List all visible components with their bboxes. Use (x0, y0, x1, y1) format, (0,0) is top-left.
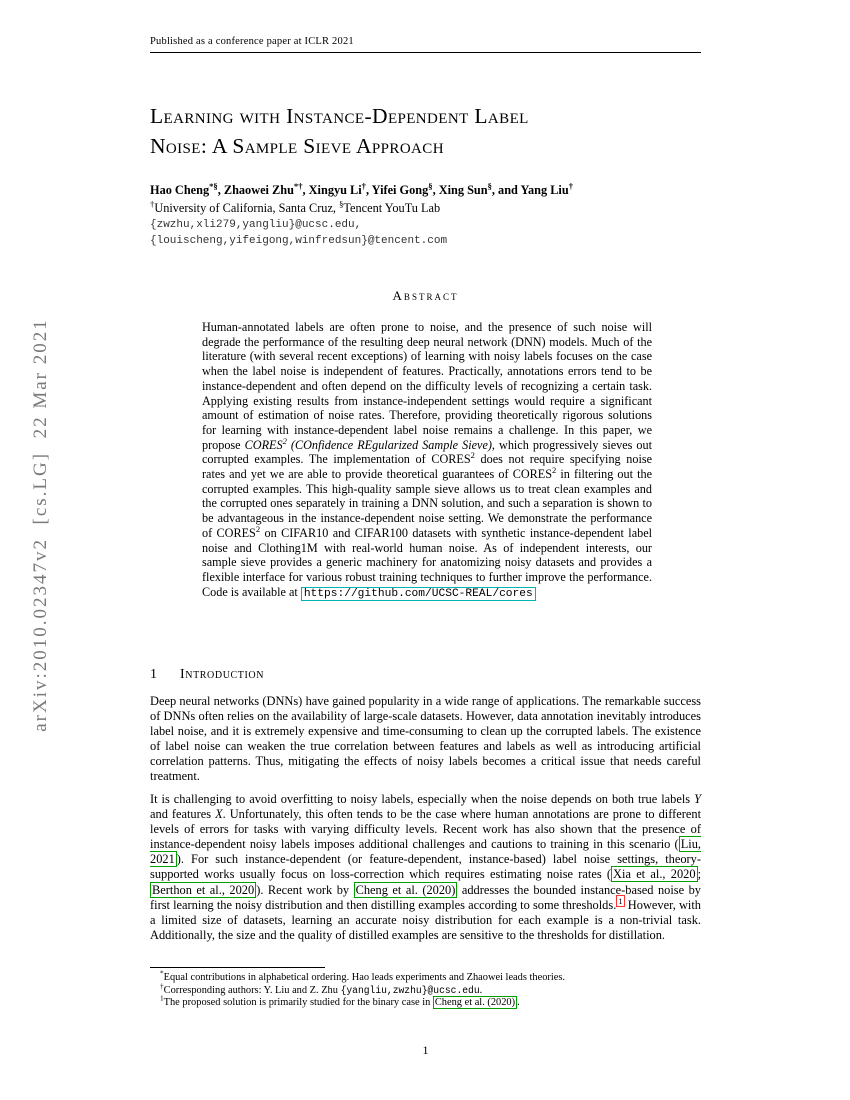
footnote-1: $^1$The proposed solution is primarily studied for the binary case in Cheng et al. (2020) . (160, 994, 520, 1009)
paper-title (150, 101, 710, 161)
abstract-text: Human-annotated labels are often prone to noise, and the presence of such noise will degrade the performance of the resulting deep neural network (DNN) models. Much of the literature (with several recent exceptions) of learning with noisy labels focuses on the case when the label noise is independent of features. Practically, annotations errors tend to be instance-dependent and often depend on the difficulty levels of recognizing a certain task. Applying existing results from instance-independent settings would require a significant amount of estimation of noise rates. Therefore, providing theoretically rigorous solutions for learning with instance-dependent label noise remains a challenge. In this paper, we propose CORES$^2$ (COnfidence REgularized Sample Sieve), which progressively sieves out corrupted examples. The implementation of CORES$^2$ does not require specifying noise rates and yet we are able to provide theoretical guarantees of CORES$^2$ in filtering out the corrupted examples. This high-quality sample sieve allows us to treat clean examples and the corrupted ones separately in training a DNN solution, and such a separation is shown to be advantageous in the instance-dependent noise setting. We demonstrate the performance of CORES$^2$ on CIFAR10 and CIFAR100 datasets with synthetic instance-dependent label noise and Clothing1M with real-world human noise. As of independent interests, our sample sieve provides a generic machinery for anatomizing noisy datasets and provides a flexible interface for various robust training techniques to further improve the performance. Code is available at https://github.com/UCSC-REAL/cores (202, 320, 653, 600)
citation-link[interactable]: Xia et al., 2020 (613, 867, 696, 882)
citation-link[interactable]: Berthon et al., 2020 (152, 882, 255, 897)
section-heading-introduction (150, 667, 701, 683)
arxiv-watermark: arXiv:2010.02347v2 [cs.LG] 22 Mar 2021 (30, 318, 51, 732)
section-title: Introduction (180, 667, 265, 682)
url-link[interactable]: https://github.com/UCSC-REAL/cores (301, 587, 536, 601)
citation-link[interactable]: Liu, 2021 (150, 837, 701, 867)
paper-title-line1: Learning with Instance-Dependent Label (150, 104, 529, 128)
footnote-equal-contribution: *Equal contributions in alphabetical ordering. Hao leads experiments and Zhaowei leads theories. (160, 969, 565, 983)
header-rule (150, 52, 701, 53)
abstract-heading: Abstract (392, 288, 459, 303)
running-header: Published as a conference paper at ICLR 2021 (150, 36, 354, 47)
footnote-ref[interactable]: 1 (618, 895, 623, 906)
intro-paragraph-1: Deep neural networks (DNNs) have gained popularity in a wide range of applications. The remarkable success of DNNs often relies on the availability of large-scale datasets. However, data annotation inevitably introduces label noise, and it is extremely expensive and time-consuming to clean up the corrupted labels. The existence of label noise can weaken the true correlation between features and labels as well as introducing artificial correlation patterns. Thus, mitigating the effects of noisy labels becomes a critical issue that needs careful treatment. (150, 694, 701, 784)
author-line: Hao Cheng*§, Zhaowei Zhu*†, Xingyu Li†, Yifei Gong§, Xing Sun§, and Yang Liu† (150, 180, 573, 197)
page-number: 1 (422, 1043, 429, 1057)
citation-link[interactable]: Cheng et al. (2020) (355, 882, 456, 897)
email-line-tencent: {louischeng,yifeigong,winfredsun}@tencent.com (150, 235, 448, 247)
affiliation-line: †University of California, Santa Cruz, §Tencent YouTu Lab (150, 198, 441, 215)
paper-title-line2: Noise: A Sample Sieve Approach (150, 134, 444, 158)
email-line-ucsc: {zwzhu,xli279,yangliu}@ucsc.edu, (150, 219, 362, 231)
footnote-corresponding-authors: †Corresponding authors: Y. Liu and Z. Zhu {yangliu,zwzhu}@ucsc.edu. (160, 982, 483, 996)
citation-link[interactable]: Cheng et al. (2020) (434, 997, 516, 1009)
section-number: 1 (150, 667, 157, 682)
intro-paragraph-2: It is challenging to avoid overfitting to noisy labels, especially when the noise depends on both true labels Y and features X. Unfortunately, this often tends to be the case where human annotations are prone to different levels of errors for tasks with varying difficulty levels. Recent work has also shown that the presence of instance-dependent noisy labels imposes additional challenges and cautions to training in this scenario ( Liu, 2021 ). For such instance-dependent (or feature-dependent, instance-based) label noise settings, theory-supported works usually focus on loss-correction which requires estimating noise rates ( Xia et al., 2020 ; Berthon et al., 2020 ). Recent work by Cheng et al. (2020) addresses the bounded instance-based noise by first learning the noisy distribution and then distilling examples according to some thresholds. $^1$ However, with a limited size of datasets, learning an accurate noisy distribution for each example is a non-trivial task. Additionally, the size and the quality of distilled examples are sensitive to the thresholds for distillation. (150, 792, 702, 942)
footnotes-block (150, 969, 701, 1010)
footnote-rule (150, 967, 325, 968)
